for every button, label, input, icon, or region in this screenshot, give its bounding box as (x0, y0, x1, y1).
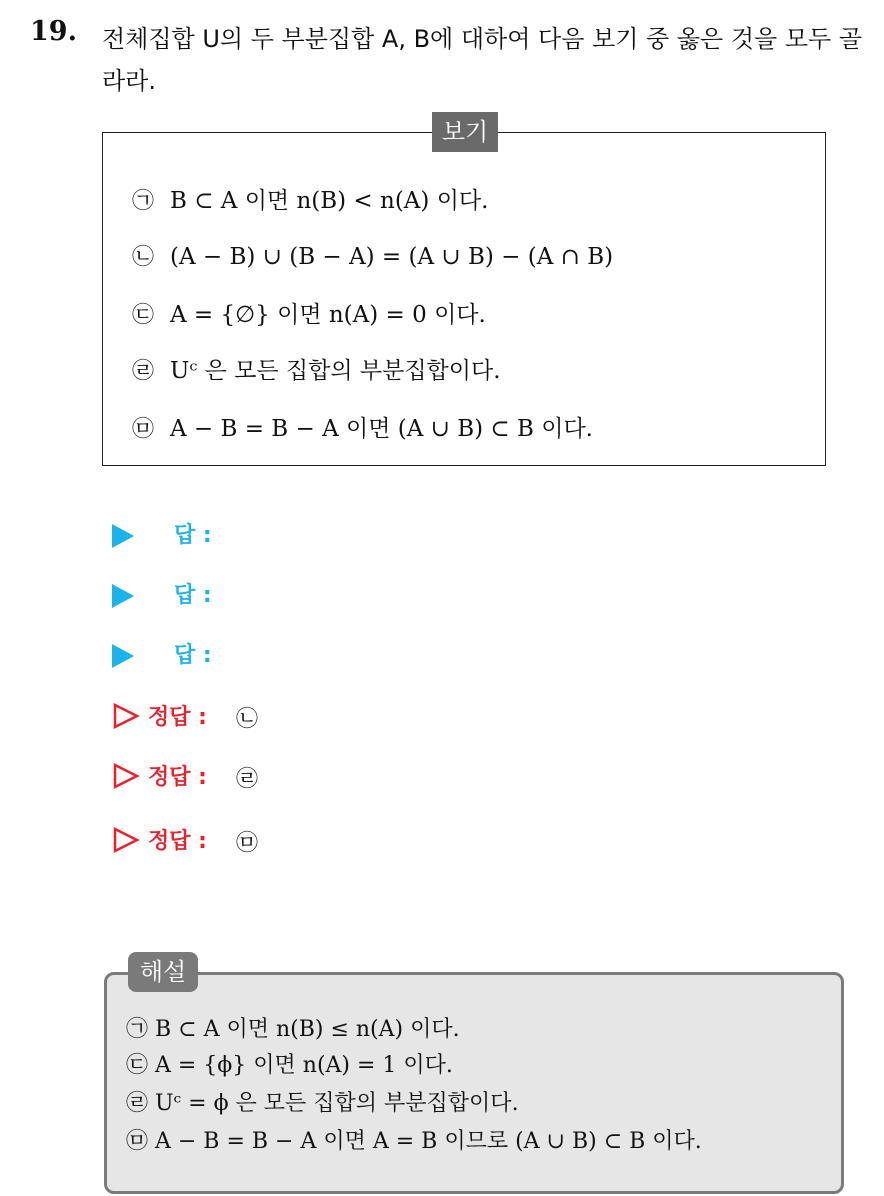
outline-triangle-icon (112, 826, 140, 854)
solution-title: 해설 (128, 952, 198, 992)
correct-answer-label: 정답 : (148, 829, 207, 854)
bogi-title: 보기 (432, 112, 498, 152)
answer-label: 답 : (174, 643, 212, 668)
answer-row (108, 578, 308, 612)
bogi-statement: (A − B) ∪ (B − A) = (A ∪ B) − (A ∩ B) (170, 244, 614, 270)
bogi-marker: ㉢ (132, 303, 155, 328)
bogi-statement: A = {∅} 이면 n(A) = 0 이다. (170, 302, 486, 328)
bogi-item (132, 296, 486, 329)
correct-answer-label: 정답 : (148, 705, 207, 730)
bogi-marker: ㉠ (132, 189, 155, 214)
answer-label: 답 : (174, 523, 212, 548)
outline-triangle-icon (112, 762, 140, 790)
bogi-statement: Uᶜ 은 모든 집합의 부분집합이다. (170, 358, 501, 384)
filled-triangle-icon (112, 584, 134, 608)
correct-answer-value: ㉡ (236, 707, 259, 732)
bogi-marker: ㉤ (132, 417, 155, 442)
correct-answer-value: ㉣ (236, 767, 259, 792)
correct-answer-label: 정답 : (148, 765, 207, 790)
correct-answer-row (108, 824, 308, 858)
answer-row (108, 518, 308, 552)
bogi-item (132, 410, 593, 443)
filled-triangle-icon (112, 524, 134, 548)
bogi-statement: B ⊂ A 이면 n(B) < n(A) 이다. (170, 188, 489, 214)
bogi-marker: ㉡ (132, 245, 155, 270)
solution-box (104, 972, 844, 1194)
bogi-item (132, 352, 501, 385)
correct-answer-row (108, 760, 308, 794)
question-text: 전체집합 U의 두 부분집합 A, B에 대하여 다음 보기 중 옳은 것을 모두 골라라. (102, 25, 863, 95)
bogi-item (132, 182, 488, 215)
bogi-marker: ㉣ (132, 359, 155, 384)
solution-line: ㉠ B ⊂ A 이면 n(B) ≤ n(A) 이다. (126, 1017, 460, 1042)
bogi-statement: A − B = B − A 이면 (A ∪ B) ⊂ B 이다. (170, 416, 593, 442)
answer-label: 답 : (174, 583, 212, 608)
solution-line: ㉤ A − B = B − A 이면 A = B 이므로 (A ∪ B) ⊂ B 이다. (126, 1129, 702, 1154)
outline-triangle-icon (112, 702, 140, 730)
solution-line: ㉢ A = {ϕ} 이면 n(A) = 1 이다. (126, 1053, 453, 1078)
answer-row (108, 638, 308, 672)
correct-answer-row (108, 700, 308, 734)
correct-answer-value: ㉤ (236, 831, 259, 856)
solution-line: ㉣ Uᶜ = ϕ 은 모든 집합의 부분집합이다. (126, 1091, 519, 1116)
bogi-item (132, 240, 613, 271)
question-number: 19. (30, 16, 77, 47)
filled-triangle-icon (112, 644, 134, 668)
